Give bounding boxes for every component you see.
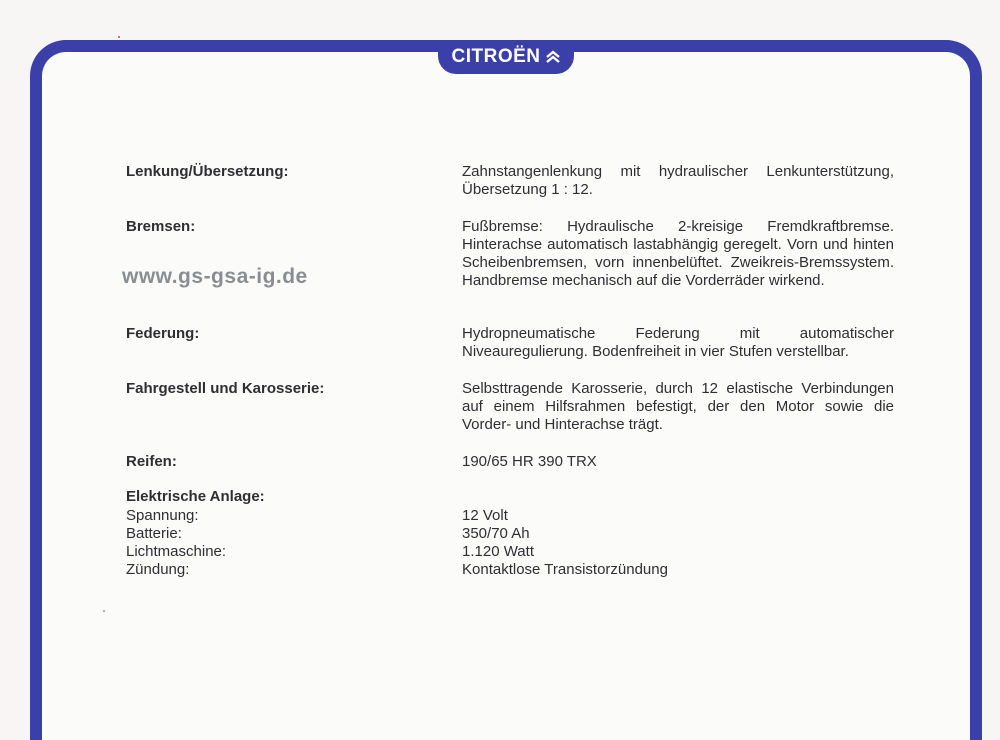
- electrical-value-battery: 350/70 Ah: [462, 525, 530, 542]
- electrical-label-ignition: Zündung:: [126, 561, 190, 578]
- spec-label: Lenkung/Übersetzung:: [126, 163, 289, 180]
- spec-label: Federung:: [126, 325, 200, 342]
- spec-value: Fußbremse: Hydraulische 2-kreisige Fremdkraftbremse. Hinterachse automatisch lastabhängig geregelt. Vorn und hinten Scheibenbremsen, vorn innenbelüftet. Zweikreis-Bremssystem. Handbremse mechanisch auf die Vorderräder wirkend.: [462, 218, 894, 289]
- electrical-label-alternator: Lichtmaschine:: [126, 543, 227, 560]
- electrical-value-ignition: Kontaktlose Transistorzündung: [462, 561, 668, 578]
- double-chevron-icon: [545, 50, 561, 64]
- watermark-url: www.gs-gsa-ig.de: [122, 265, 308, 288]
- paper-speck: [103, 610, 105, 612]
- spec-value: Zahnstangenlenkung mit hydraulischer Lenkunterstützung, Übersetzung 1 : 12.: [462, 163, 894, 198]
- spec-label: Bremsen:: [126, 218, 196, 235]
- electrical-label-battery: Batterie:: [126, 525, 182, 542]
- electrical-label-voltage: Spannung:: [126, 507, 199, 524]
- electrical-heading: Elektrische Anlage:: [126, 488, 265, 505]
- paper-speck: [118, 36, 120, 38]
- spec-value: 190/65 HR 390 TRX: [462, 453, 597, 470]
- spec-value: Hydropneumatische Federung mit automatischer Niveauregulierung. Bodenfreiheit in vier Stufen verstellbar.: [462, 325, 894, 360]
- spec-value: Selbsttragende Karosserie, durch 12 elastische Verbindungen auf einem Hilfsrahmen befestigt, der den Motor sowie die Vorder- und Hinterachse trägt.: [462, 380, 894, 433]
- electrical-value-alternator: 1.120 Watt: [462, 543, 534, 560]
- brand-logo-text: CITROËN: [451, 46, 541, 67]
- spec-label: Reifen:: [126, 453, 177, 470]
- spec-label: Fahrgestell und Karosserie:: [126, 380, 325, 397]
- electrical-value-voltage: 12 Volt: [462, 507, 508, 524]
- brand-logo: [438, 40, 574, 74]
